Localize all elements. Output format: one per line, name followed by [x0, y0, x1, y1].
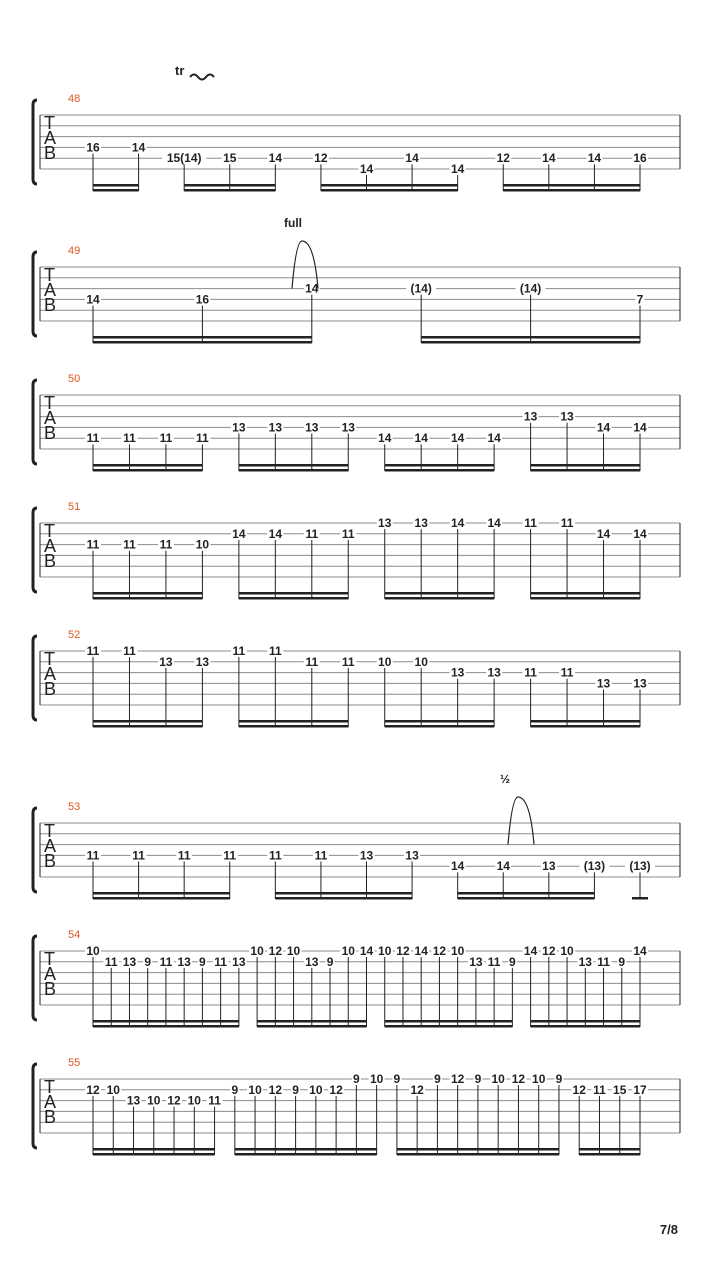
fret-number: 11: [268, 644, 282, 658]
system-bracket: [33, 508, 37, 592]
beam: [93, 464, 202, 467]
fret-number: 11: [268, 848, 282, 863]
beam: [235, 1148, 377, 1151]
fret-number: 12: [511, 1072, 526, 1086]
fret-number: 11: [86, 537, 100, 552]
tab-system: [33, 629, 680, 728]
fret-number: 11: [214, 954, 227, 969]
beam: [93, 725, 202, 728]
beam: [397, 1153, 559, 1156]
fret-number: 10: [378, 944, 392, 958]
tab-clef-letter: A: [44, 964, 57, 984]
beam: [385, 1020, 513, 1023]
fret-number: 12: [329, 1082, 343, 1097]
fret-number: 13: [560, 409, 574, 424]
fret-number: 12: [268, 1082, 283, 1097]
fret-number: 14: [487, 516, 501, 530]
beam: [579, 1148, 640, 1151]
fret-number: 13: [232, 954, 246, 969]
beam: [93, 1025, 239, 1028]
fret-number: 14: [633, 526, 647, 541]
fret-number: 11: [104, 954, 118, 969]
tab-clef-letter: A: [44, 1092, 57, 1112]
measure-number: 55: [68, 1057, 81, 1069]
fret-number: 13: [450, 665, 465, 680]
tab-clef-letter: A: [44, 128, 57, 148]
trill-wave: [190, 75, 214, 80]
fret-number: 9: [326, 954, 334, 969]
tab-clef-letter: B: [44, 979, 57, 999]
fret-number: 14: [405, 151, 419, 166]
beam: [531, 469, 640, 472]
fret-number: 14: [414, 431, 428, 446]
fret-number: 13: [305, 954, 319, 969]
beam: [235, 1153, 377, 1156]
fret-number: 13: [633, 676, 647, 691]
fret-number: 14: [523, 944, 538, 958]
fret-number: 14: [450, 162, 465, 176]
tab-clef-letter: B: [44, 679, 57, 699]
fret-number: 10: [250, 944, 264, 958]
fret-number: 16: [633, 151, 647, 166]
system-bracket: [33, 380, 37, 464]
fret-number: 13: [122, 954, 137, 969]
fret-number: 11: [159, 537, 173, 552]
beam: [579, 1153, 640, 1156]
fret-number: 11: [123, 537, 136, 552]
tab-clef-letter: T: [44, 113, 55, 133]
tab-system: [33, 929, 680, 1028]
beam: [385, 464, 494, 467]
fret-number: 14: [378, 431, 392, 446]
fret-number: 12: [542, 944, 556, 958]
system-bracket: [33, 252, 37, 336]
beam: [93, 336, 312, 339]
fret-number: 11: [524, 516, 537, 530]
beam: [184, 184, 275, 187]
beam: [385, 1025, 513, 1028]
fret-number: 12: [432, 944, 447, 958]
beam: [257, 1025, 366, 1028]
measure-number: 54: [68, 929, 81, 941]
fret-number: 9: [144, 954, 152, 969]
fret-number: 10: [414, 654, 428, 669]
fret-number: 14: [450, 859, 465, 874]
fret-number: 12: [86, 1082, 100, 1097]
beam: [531, 1020, 640, 1023]
tab-clef-letter: A: [44, 664, 57, 684]
beam: [632, 897, 648, 900]
fret-number: 14: [414, 944, 428, 958]
fret-number: 11: [177, 848, 191, 863]
fret-number: 11: [560, 665, 574, 680]
fret-number: 12: [450, 1072, 465, 1086]
beam: [93, 1148, 215, 1151]
fret-number: 10: [378, 654, 392, 669]
fret-number: 9: [618, 954, 626, 969]
tab-system: [33, 772, 680, 900]
beam: [93, 469, 202, 472]
fret-number: 13: [578, 954, 592, 969]
tab-clef-letter: A: [44, 280, 57, 300]
fret-number: 14: [86, 292, 100, 307]
fret-number: 13: [195, 654, 210, 669]
beam: [503, 189, 640, 192]
fret-number: 9: [353, 1072, 360, 1086]
fret-number: 7: [636, 292, 644, 307]
measure-number: 48: [68, 93, 81, 105]
fret-number: 14: [633, 420, 647, 435]
fret-number: 10: [560, 944, 574, 958]
system-bracket: [33, 936, 37, 1020]
fret-number: 9: [555, 1072, 563, 1086]
beam: [93, 1153, 215, 1156]
beam: [321, 184, 458, 187]
fret-number: 13: [542, 859, 556, 874]
fret-number: 9: [509, 954, 516, 969]
bend-arrow: [508, 797, 534, 845]
fret-number: 17: [633, 1082, 647, 1097]
fret-number: 13: [596, 676, 611, 691]
beam: [531, 597, 640, 600]
fret-number: 13: [159, 654, 173, 669]
tab-clef-letter: B: [44, 143, 57, 163]
beam: [421, 336, 640, 339]
system-bracket: [33, 1064, 37, 1148]
fret-number: 14: [268, 151, 283, 166]
fret-number: 14: [587, 151, 602, 166]
fret-number: 11: [524, 665, 537, 680]
fret-number: 10: [187, 1093, 201, 1108]
fret-number: 13: [232, 420, 246, 435]
fret-number: 11: [86, 848, 100, 863]
fret-number: 11: [305, 526, 319, 541]
fret-number: 10: [147, 1093, 161, 1108]
fret-number: (13): [583, 859, 606, 874]
beam: [397, 1148, 559, 1151]
tab-clef-letter: T: [44, 821, 55, 841]
fret-number: 11: [123, 644, 136, 658]
fret-number: 11: [86, 431, 100, 446]
fret-number: 11: [314, 848, 328, 863]
beam: [239, 725, 348, 728]
tab-clef-letter: T: [44, 1077, 55, 1097]
beam: [93, 1020, 239, 1023]
fret-number: 11: [159, 954, 173, 969]
fret-number: 12: [396, 944, 410, 958]
fret-number: 12: [167, 1093, 181, 1108]
fret-number: 14: [131, 140, 146, 155]
bend-amount: ½: [500, 772, 511, 786]
measure-number: 49: [68, 245, 81, 257]
fret-number: 12: [268, 944, 283, 958]
fret-number: 11: [341, 654, 355, 669]
fret-number: 11: [232, 644, 246, 658]
fret-number: 13: [359, 848, 374, 863]
fret-number: 11: [487, 954, 501, 969]
fret-number: 9: [474, 1072, 482, 1086]
tab-clef-letter: A: [44, 536, 57, 556]
beam: [458, 892, 595, 895]
beam: [239, 464, 348, 467]
beam: [275, 892, 412, 895]
system-bracket: [33, 808, 37, 892]
tab-system: [33, 1057, 680, 1156]
beam: [421, 341, 640, 344]
fret-number: 10: [491, 1072, 505, 1086]
beam: [531, 464, 640, 467]
fret-number: 10: [369, 1072, 384, 1086]
tab-clef-letter: T: [44, 949, 55, 969]
beam: [275, 897, 412, 900]
beam: [93, 892, 230, 895]
beam: [503, 184, 640, 187]
bend-amount: full: [284, 216, 302, 230]
fret-number: 14: [359, 162, 374, 176]
measure-number: 50: [68, 373, 81, 385]
fret-number: 13: [414, 516, 428, 530]
fret-number: 14: [487, 431, 501, 446]
beam: [93, 720, 202, 723]
fret-number: 11: [597, 954, 610, 969]
beam: [385, 469, 494, 472]
fret-number: 10: [248, 1082, 262, 1097]
fret-number: 9: [292, 1082, 299, 1097]
tab-clef-letter: T: [44, 265, 55, 285]
beam: [531, 720, 640, 723]
tab-clef-letter: A: [44, 836, 57, 856]
fret-number: 11: [86, 644, 100, 658]
fret-number: 10: [450, 944, 465, 958]
system-bracket: [33, 100, 37, 184]
fret-number: 13: [341, 420, 355, 435]
fret-number: 12: [314, 151, 328, 166]
page-number: 7/8: [659, 1222, 678, 1237]
beam: [257, 1020, 366, 1023]
fret-number: 16: [86, 140, 100, 155]
tab-clef-letter: T: [44, 521, 55, 541]
beam: [385, 725, 494, 728]
fret-number: 10: [309, 1082, 323, 1097]
fret-number: 15: [613, 1082, 627, 1097]
beam: [321, 189, 458, 192]
tab-system: [33, 373, 680, 472]
beam: [93, 341, 312, 344]
measure-number: 52: [68, 629, 81, 641]
fret-number: 9: [434, 1072, 441, 1086]
beam: [458, 897, 595, 900]
fret-number: 15(14): [166, 151, 202, 166]
fret-number: 13: [487, 665, 501, 680]
fret-number: 11: [123, 431, 136, 446]
fret-number: 11: [132, 848, 145, 863]
trill-marking: tr: [175, 63, 185, 78]
fret-number: 10: [341, 944, 355, 958]
fret-number: 14: [633, 944, 647, 958]
system-bracket: [33, 636, 37, 720]
fret-number: 12: [410, 1082, 424, 1097]
fret-number: 9: [231, 1082, 239, 1097]
beam: [184, 189, 275, 192]
beam: [239, 469, 348, 472]
fret-number: 13: [126, 1093, 141, 1108]
fret-number: 14: [450, 431, 465, 446]
fret-number: 10: [106, 1082, 120, 1097]
fret-number: 13: [523, 409, 538, 424]
tab-clef-letter: T: [44, 393, 55, 413]
fret-number: 11: [341, 526, 355, 541]
fret-number: 14: [359, 944, 374, 958]
fret-number: 9: [393, 1072, 401, 1086]
fret-number: 14: [232, 526, 246, 541]
fret-number: 13: [378, 516, 392, 530]
tab-clef-letter: B: [44, 851, 57, 871]
fret-number: (13): [629, 859, 651, 874]
fret-number: 11: [305, 654, 319, 669]
beam: [93, 592, 202, 595]
tab-system: [33, 63, 680, 192]
fret-number: 14: [496, 859, 510, 874]
fret-number: 14: [305, 281, 319, 296]
fret-number: (14): [410, 281, 432, 296]
beam: [239, 597, 348, 600]
beam: [531, 1025, 640, 1028]
tab-system: [33, 216, 680, 344]
tab-system: [33, 501, 680, 600]
beam: [93, 597, 202, 600]
fret-number: 11: [593, 1082, 606, 1097]
fret-number: 14: [542, 151, 556, 166]
beam: [93, 189, 139, 192]
beam: [531, 725, 640, 728]
measure-number: 53: [68, 801, 81, 813]
fret-number: 16: [195, 292, 210, 307]
fret-number: 12: [572, 1082, 586, 1097]
fret-number: 14: [268, 526, 283, 541]
fret-number: 11: [196, 431, 209, 446]
fret-number: (14): [519, 281, 542, 296]
beam: [385, 720, 494, 723]
fret-number: 11: [159, 431, 173, 446]
fret-number: 14: [596, 420, 611, 435]
fret-number: 10: [195, 537, 210, 552]
beam: [239, 720, 348, 723]
fret-number: 11: [208, 1093, 221, 1108]
fret-number: 11: [560, 516, 574, 530]
fret-number: 14: [596, 526, 611, 541]
fret-number: 12: [496, 151, 510, 166]
beam: [531, 592, 640, 595]
measure-number: 51: [68, 501, 81, 513]
fret-number: 11: [223, 848, 237, 863]
beam: [385, 597, 494, 600]
fret-number: 10: [532, 1072, 546, 1086]
fret-number: 10: [286, 944, 301, 958]
tab-clef-letter: B: [44, 1107, 57, 1127]
fret-number: 10: [86, 944, 100, 958]
tab-clef-letter: B: [44, 551, 57, 571]
fret-number: 13: [469, 954, 483, 969]
fret-number: 13: [405, 848, 419, 863]
tab-clef-letter: T: [44, 649, 55, 669]
tab-clef-letter: A: [44, 408, 57, 428]
fret-number: 13: [177, 954, 191, 969]
beam: [93, 184, 139, 187]
tab-clef-letter: B: [44, 295, 57, 315]
fret-number: 9: [199, 954, 206, 969]
beam: [239, 592, 348, 595]
beam: [93, 897, 230, 900]
fret-number: 15: [223, 151, 237, 166]
tab-clef-letter: B: [44, 423, 57, 443]
fret-number: 13: [305, 420, 319, 435]
beam: [385, 592, 494, 595]
fret-number: 13: [268, 420, 283, 435]
fret-number: 14: [450, 516, 465, 530]
